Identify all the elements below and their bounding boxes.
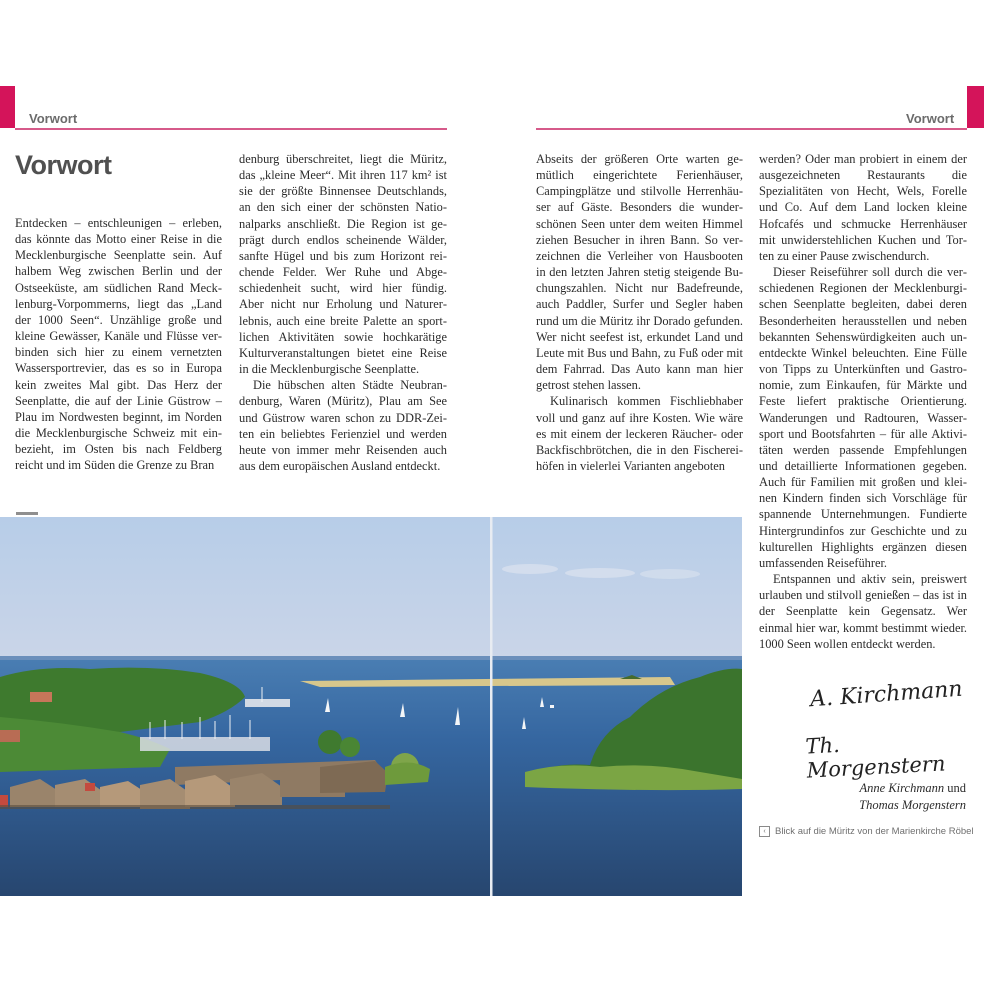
author-line-1 xyxy=(780,780,966,797)
paragraph: Entspannen und aktiv sein, preiswert urlauben und stilvoll genießen – das ist in der Seenplatte kein Gegensatz. Wer einmal hier war, kommt bestimmt wieder. 1000 Seen wollen entdeckt werden. xyxy=(759,572,967,651)
paragraph: Dieser Reiseführer soll durch die verschiedenen Regionen der Mecklenburgischen Seenplatte begleiten, dabei deren Besonderheiten herausstellen und neben bekannten Sehenswürdigkeiten auch unentdeckte Winkel beleuchten. Eine Fülle von Tipps zu Unterkünften und Gastronomie, zum Einkaufen, für Märkte und Feste liefert praktische Orientierung. Wanderungen und Radtouren, Wassersport und Bootsfahrten – für alle Aktivitäten werden passende Empfehlungen und detaillierte Informationen gegeben. Auch für Familien mit großen und kleinen Kindern finden sich Vorschläge für spannende Unternehmungen. Fundierte Hintergrundinfos zur Geschichte und zu kulturellen Highlights ergänzen diesen umfassenden Reiseführer. xyxy=(759,265,967,570)
caption-text: Blick auf die Müritz von der Marienkirche Röbel xyxy=(775,826,974,837)
paragraph: denburg überschreitet, liegt die Müritz, das „kleine Meer“. Mit ihren 117 km² ist sie der größte Binnensee Deutschlands, an den sich einer der schönsten Nationalparks anschließt. Die Region ist geprägt durch endlos scheinende Wälder, sanfte Hügel und bis zum Horizont reichende Felder. Wer Ruhe und Abgeschiedenheit sucht, wird hier fündig. Aber nicht nur Erholung und Naturerlebnis, auch eine breite Palette an sportlichen Aktivitäten sowie hochkarätige Kulturveranstaltungen bietet eine Reise in die Mecklenburgische Seenplatte. xyxy=(239,152,447,377)
header-rule-left xyxy=(15,128,447,130)
author-credit xyxy=(780,780,966,814)
header-rule-right xyxy=(536,128,967,130)
chevron-left-icon: ‹ xyxy=(759,826,770,837)
lake-landscape-illustration xyxy=(0,517,742,896)
signature-morgenstern: Th. Morgenstern xyxy=(804,732,946,783)
photo-caption xyxy=(759,826,974,837)
paragraph: Kulinarisch kommen Fischliebhaber voll und ganz auf ihre Kosten. Wie wäre es mit einem der leckeren Räucher- oder Backfischbrötchen, die in den Fischereihöfen in vielerlei Varianten angeboten xyxy=(536,394,743,473)
lake-panorama-photo xyxy=(0,517,742,896)
text-column-4 xyxy=(759,151,967,652)
signature-kirchmann: A. Kirchmann xyxy=(809,676,964,713)
chapter-tab-right xyxy=(967,86,984,128)
running-head-right: Vorwort xyxy=(906,111,955,126)
paragraph: Abseits der größeren Orte warten gemütlich eingerichtete Ferienhäuser, Campingplätze und stilvolle Herrenhäuser auf Gäste. Besonders die wunderschönen Seen unter dem weiten Himmel ziehen Besucher in ihren Bann. So verzeichnen die Verleiher von Hausbooten in den letzten Jahren stetig steigende Buchungszahlen. Nicht nur Badefreunde, auch Paddler, Surfer und Segler haben rund um die Müritz ihr Dorado gefunden. Wer nicht seefest ist, erkundet Land und Leute mit Bus und Bahn, zu Fuß oder mit dem Fahrrad. Das Auto kann man hier getrost stehen lassen. xyxy=(536,152,743,393)
author-name-2: Thomas Morgenstern xyxy=(859,798,966,812)
text-column-1 xyxy=(15,215,222,474)
paragraph: Entdecken – entschleunigen – erleben, das könnte das Motto einer Reise in die Mecklenburgische Seenplatte sein. Auf halbem Weg zwischen Berlin und der Ostseeküste, am südlichen Rand Mecklenburg-Vorpommerns, liegt das „Land der 1000 Seen“. Unzählige große und kleine Gewässer, Kanäle und Flüsse verbinden sich hier zu einem vernetzten Wassersportrevier, das es so in Europa kein zweites Mal gibt. Das Herz der Seenplatte, die auf der Linie Güstrow – Plau im Nordwesten beginnt, im Norden die Mecklenburgische Schweiz mit einbezieht, im Osten bis nach Feldberg reicht und im Süden die Grenze zu Bran xyxy=(15,216,222,473)
paragraph: Die hübschen alten Städte Neubrandenburg, Waren (Müritz), Plau am See und Güstrow waren schon zu DDR-Zeiten ein beliebtes Ferienziel und werden heute von immer mehr Reisenden auch aus dem europäischen Ausland entdeckt. xyxy=(239,378,447,473)
page-title: Vorwort xyxy=(15,150,112,180)
running-head-left: Vorwort xyxy=(29,111,78,126)
chapter-tab-left xyxy=(0,86,15,128)
author-connector: und xyxy=(947,781,966,795)
text-column-3 xyxy=(536,151,743,474)
text-column-2 xyxy=(239,151,447,474)
author-line-2 xyxy=(780,797,966,814)
photo-credit-mark xyxy=(16,512,38,515)
author-name-1: Anne Kirchmann xyxy=(859,781,945,795)
paragraph: werden? Oder man probiert in einem der ausgezeichneten Restaurants die Spezialitäten von Hecht, Wels, Forelle und Co. Auf dem Land locken kleine Hofcafés und schmucke Herrenhäuser mit unwiderstehlichen Kuchen und Torten zu einer Pause zwischendurch. xyxy=(759,152,967,263)
